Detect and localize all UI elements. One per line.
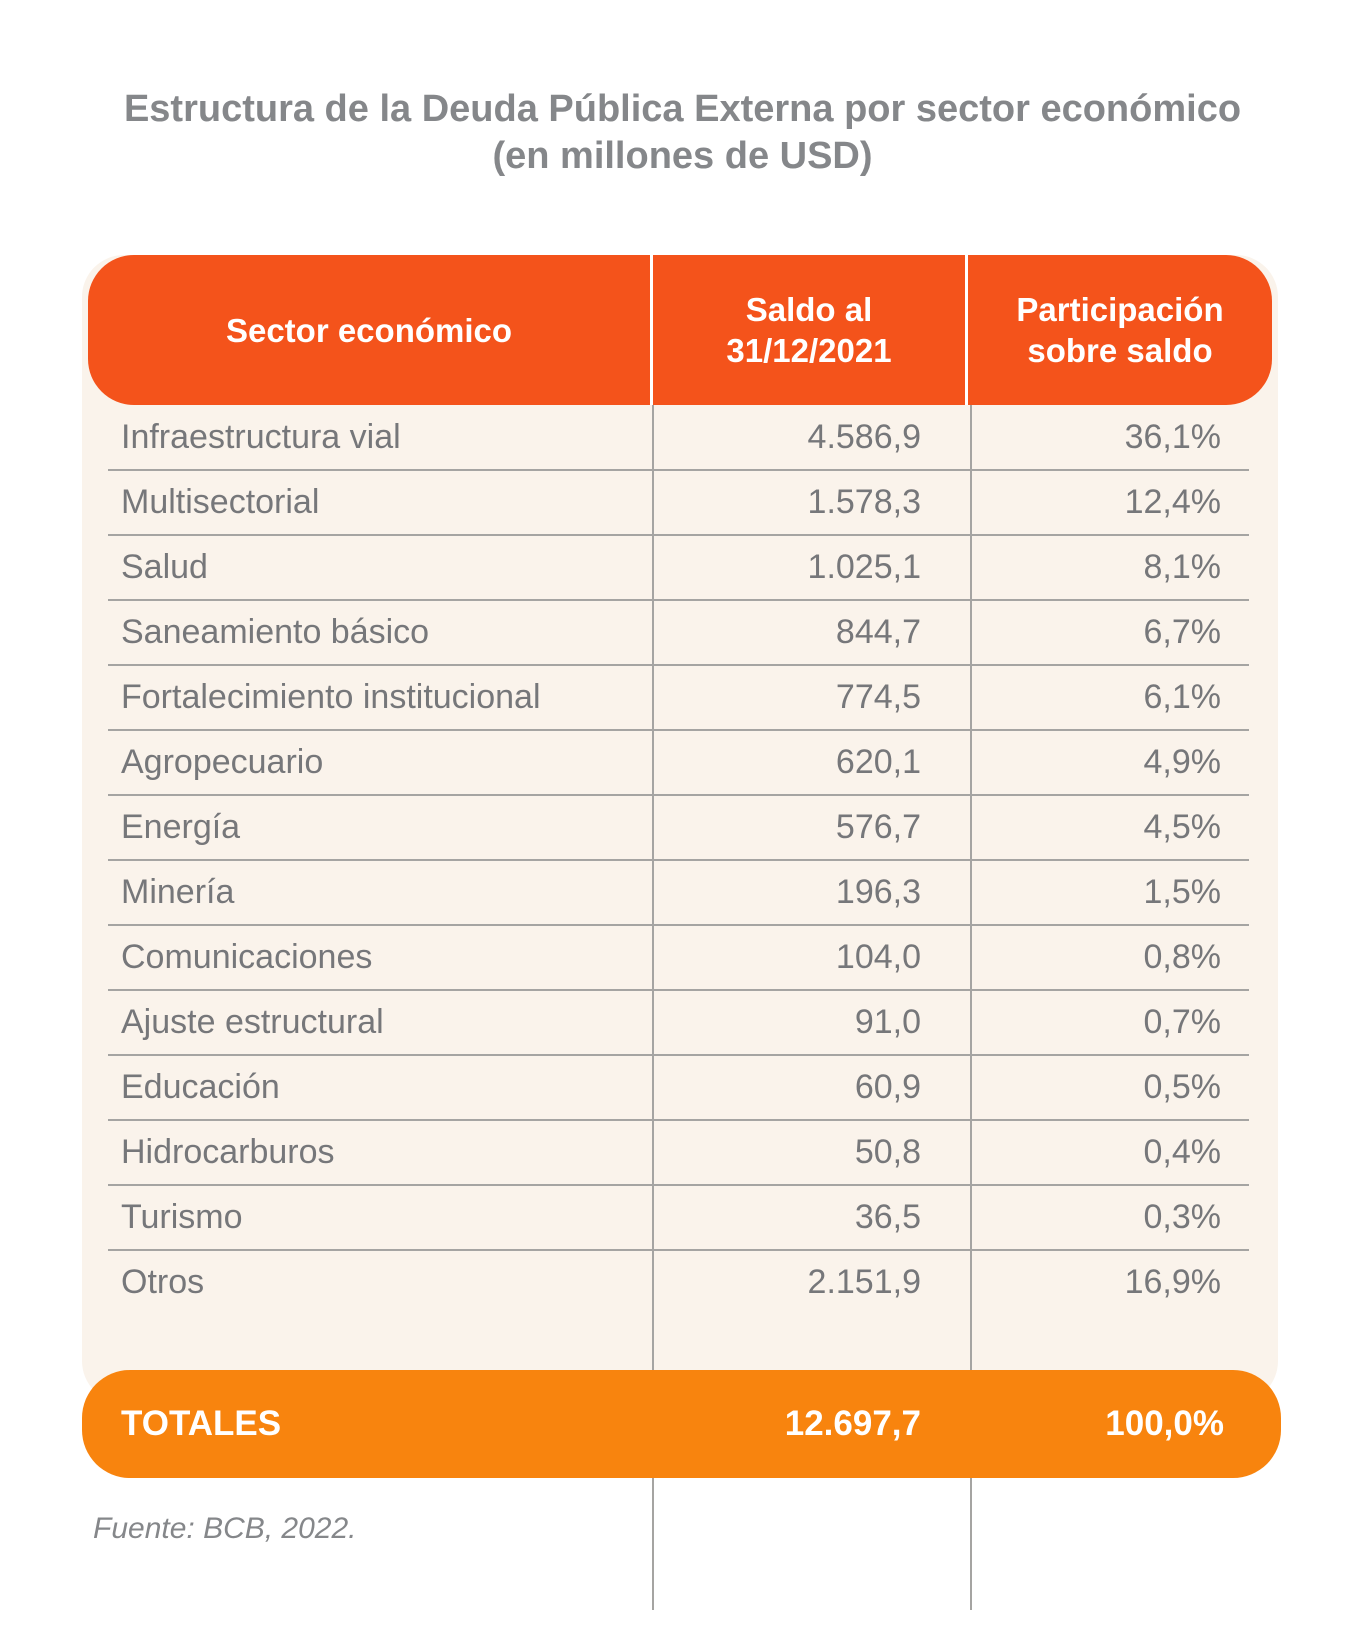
- sector-cell: Otros: [121, 1263, 205, 1301]
- saldo-cell: 2.151,9: [807, 1263, 921, 1301]
- totals-label: TOTALES: [121, 1404, 282, 1443]
- sector-cell: Turismo: [121, 1198, 243, 1236]
- page-title-line2: (en millones de USD): [492, 135, 873, 177]
- sector-cell: Ajuste estructural: [121, 1003, 384, 1041]
- participacion-cell: 36,1%: [1124, 418, 1221, 456]
- saldo-cell: 50,8: [854, 1133, 921, 1171]
- header-sector-label: Sector económico: [225, 311, 513, 349]
- table-row: [82, 860, 1278, 925]
- header-saldo-label: Saldo al 31/12/2021: [726, 291, 892, 369]
- table-row: [82, 925, 1278, 990]
- sector-cell: Infraestructura vial: [121, 418, 401, 456]
- saldo-cell: 620,1: [835, 743, 921, 781]
- saldo-cell: 774,5: [835, 678, 921, 716]
- table-row: [82, 1250, 1278, 1315]
- table-panel: [82, 255, 1278, 1403]
- table-row: [82, 1055, 1278, 1120]
- sector-cell: Agropecuario: [121, 743, 324, 781]
- sector-cell: Saneamiento básico: [121, 613, 430, 651]
- participacion-cell: 12,4%: [1124, 483, 1221, 521]
- table-row: [82, 1185, 1278, 1250]
- table-row: [82, 600, 1278, 665]
- participacion-cell: 0,4%: [1143, 1133, 1221, 1171]
- participacion-cell: 8,1%: [1143, 548, 1221, 586]
- saldo-cell: 1.578,3: [807, 483, 921, 521]
- saldo-cell: 36,5: [854, 1198, 921, 1236]
- participacion-cell: 1,5%: [1143, 873, 1221, 911]
- saldo-cell: 1.025,1: [807, 548, 921, 586]
- totals-row: [82, 1370, 1281, 1478]
- participacion-cell: 0,8%: [1143, 938, 1221, 976]
- saldo-cell: 91,0: [854, 1003, 921, 1041]
- sector-cell: Energía: [121, 808, 241, 846]
- participacion-cell: 0,5%: [1143, 1068, 1221, 1106]
- header-participacion-label: Participación sobre saldo: [1016, 291, 1224, 369]
- table-body: [82, 405, 1278, 1315]
- totals-saldo: 12.697,7: [784, 1404, 921, 1443]
- table-row: [82, 665, 1278, 730]
- sector-cell: Educación: [121, 1068, 280, 1106]
- source-note: Fuente: BCB, 2022.: [93, 1512, 357, 1545]
- saldo-cell: 576,7: [835, 808, 921, 846]
- saldo-cell: 4.586,9: [807, 418, 921, 456]
- sector-cell: Minería: [121, 873, 235, 911]
- sector-cell: Fortalecimiento institucional: [121, 678, 541, 716]
- table-header: [88, 255, 1272, 405]
- page-title: [0, 86, 1365, 180]
- saldo-cell: 60,9: [854, 1068, 921, 1106]
- header-saldo: [653, 255, 968, 405]
- header-sector: [88, 255, 653, 405]
- totals-participacion: 100,0%: [1105, 1404, 1224, 1443]
- table-row: [82, 1120, 1278, 1185]
- participacion-cell: 0,3%: [1143, 1198, 1221, 1236]
- sector-cell: Multisectorial: [121, 483, 320, 521]
- header-participacion: [968, 255, 1272, 405]
- saldo-cell: 844,7: [835, 613, 921, 651]
- table-row: [82, 470, 1278, 535]
- table-row: [82, 990, 1278, 1055]
- table-row: [82, 795, 1278, 860]
- participacion-cell: 4,5%: [1143, 808, 1221, 846]
- participacion-cell: 4,9%: [1143, 743, 1221, 781]
- participacion-cell: 6,1%: [1143, 678, 1221, 716]
- participacion-cell: 16,9%: [1124, 1263, 1221, 1301]
- table-row: [82, 405, 1278, 470]
- saldo-cell: 196,3: [835, 873, 921, 911]
- sector-cell: Salud: [121, 548, 208, 586]
- page-title-line1: Estructura de la Deuda Pública Externa por sector económico: [123, 88, 1242, 130]
- participacion-cell: 0,7%: [1143, 1003, 1221, 1041]
- table-row: [82, 535, 1278, 600]
- sector-cell: Comunicaciones: [121, 938, 373, 976]
- participacion-cell: 6,7%: [1143, 613, 1221, 651]
- saldo-cell: 104,0: [835, 938, 921, 976]
- sector-cell: Hidrocarburos: [121, 1133, 335, 1171]
- table-row: [82, 730, 1278, 795]
